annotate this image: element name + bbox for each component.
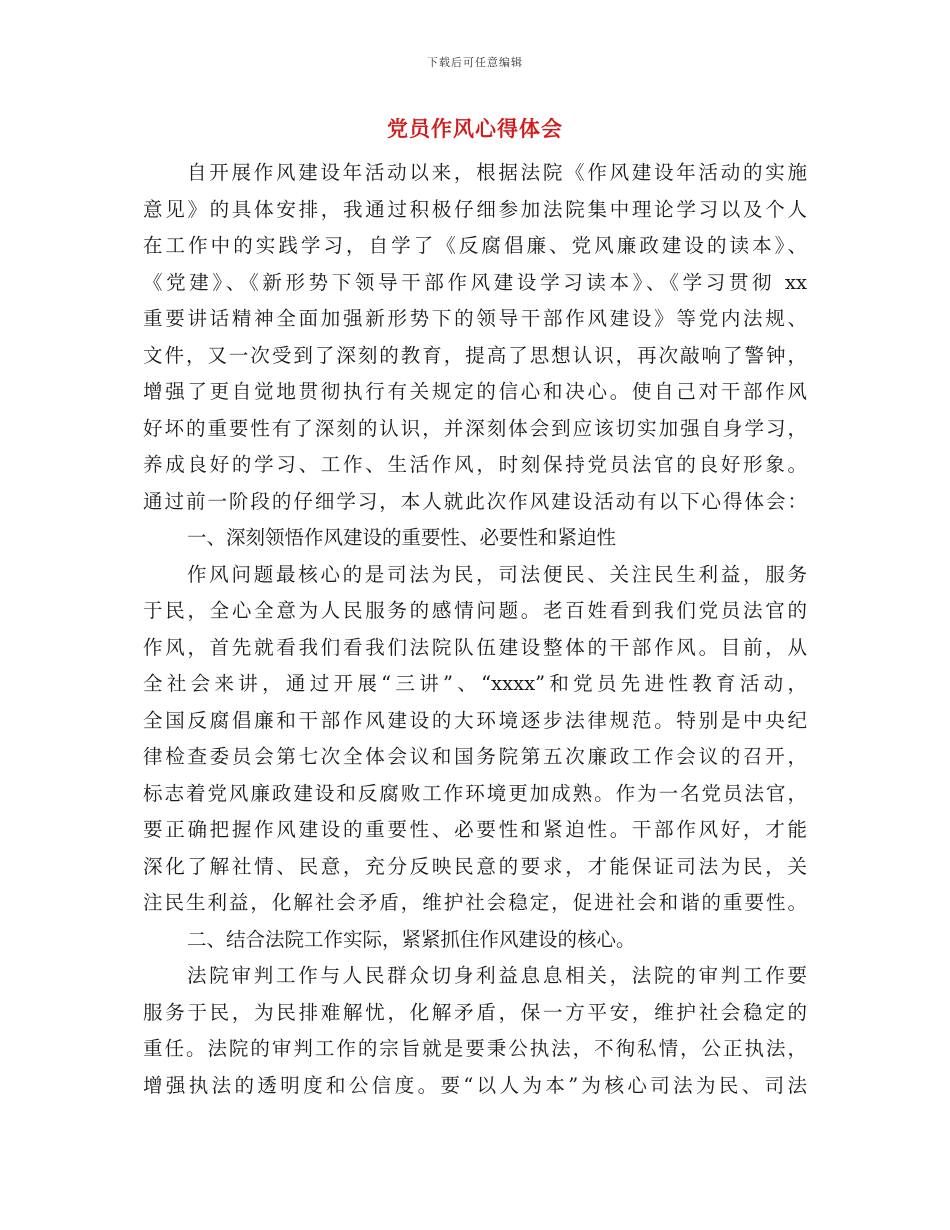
paragraph-line: 服务于民，为民排难解忧，化解矛盾，保一方平安，维护社会稳定的 (143, 1000, 807, 1024)
section-heading: 一、深刻领悟作风建设的重要性、必要性和紧迫性 (187, 526, 617, 549)
paragraph-line: 自开展作风建设年活动以来，根据法院《作风建设年活动的实施 (187, 161, 807, 184)
paragraph-line: 养成良好的学习、工作、生活作风，时刻保持党员法官的良好形象。 (143, 453, 807, 476)
paragraph-line: 作风问题最核心的是司法为民，司法便民、关注民生利益，服务 (187, 562, 807, 586)
paragraph-line: 增强执法的透明度和公信度。要“以人为本”为核心司法为民、司法 (143, 1073, 807, 1097)
document-title: 党员作风心得体会 (387, 116, 563, 141)
paragraph-line: 注民生利益，化解社会矛盾，维护社会稳定，促进社会和谐的重要性。 (143, 891, 807, 914)
paragraph-line: 于民，全心全意为人民服务的感情问题。老百姓看到我们党员法官的 (143, 599, 807, 622)
paragraph-line: 在工作中的实践学习，自学了《反腐倡廉、党风廉政建设的读本》、 (143, 234, 807, 257)
paragraph-line: 好坏的重要性有了深刻的认识，并深刻体会到应该切实加强自身学习， (143, 416, 807, 440)
document-body (143, 155, 807, 1104)
paragraph-line: 要正确把握作风建设的重要性、必要性和紧迫性。干部作风好，才能 (143, 818, 807, 841)
paragraph-line: 增强了更自觉地贯彻执行有关规定的信心和决心。使自己对干部作风 (143, 380, 807, 403)
paragraph-line: 通过前一阶段的仔细学习，本人就此次作风建设活动有以下心得体会： (143, 489, 807, 513)
header-note: 下载后可任意编辑 (427, 56, 523, 69)
paragraph-line: 意见》的具体安排，我通过积极仔细参加法院集中理论学习以及个人 (143, 197, 807, 221)
section-heading: 二、结合法院工作实际，紧紧抓住作风建设的核心。 (187, 927, 636, 951)
paragraph-line: 重要讲话精神全面加强新形势下的领导干部作风建设》等党内法规、 (143, 307, 807, 330)
paragraph-line: 重任。法院的审判工作的宗旨就是要秉公执法，不徇私情，公正执法， (143, 1037, 807, 1060)
paragraph-line: 作风，首先就看我们看我们法院队伍建设整体的干部作风。目前，从 (143, 635, 807, 659)
paragraph-line: 文件，又一次受到了深刻的教育，提高了思想认识，再次敲响了警钟， (143, 343, 807, 367)
paragraph-line: 《党建》、《新形势下领导干部作风建设学习读本》、《学习贯彻 xx (143, 270, 807, 294)
paragraph-line: 深化了解社情、民意，充分反映民意的要求，才能保证司法为民，关 (143, 854, 807, 878)
paragraph-line: 全社会来讲，通过开展“三讲”、“xxxx”和党员先进性教育活动， (143, 672, 807, 695)
paragraph-line: 律检查委员会第七次全体会议和国务院第五次廉政工作会议的召开， (143, 745, 807, 768)
paragraph-line: 标志着党风廉政建设和反腐败工作环境更加成熟。作为一名党员法官， (143, 781, 807, 805)
paragraph-line: 法院审判工作与人民群众切身利益息息相关，法院的审判工作要 (187, 964, 807, 987)
paragraph-line: 全国反腐倡廉和干部作风建设的大环境逐步法律规范。特别是中央纪 (143, 708, 807, 732)
